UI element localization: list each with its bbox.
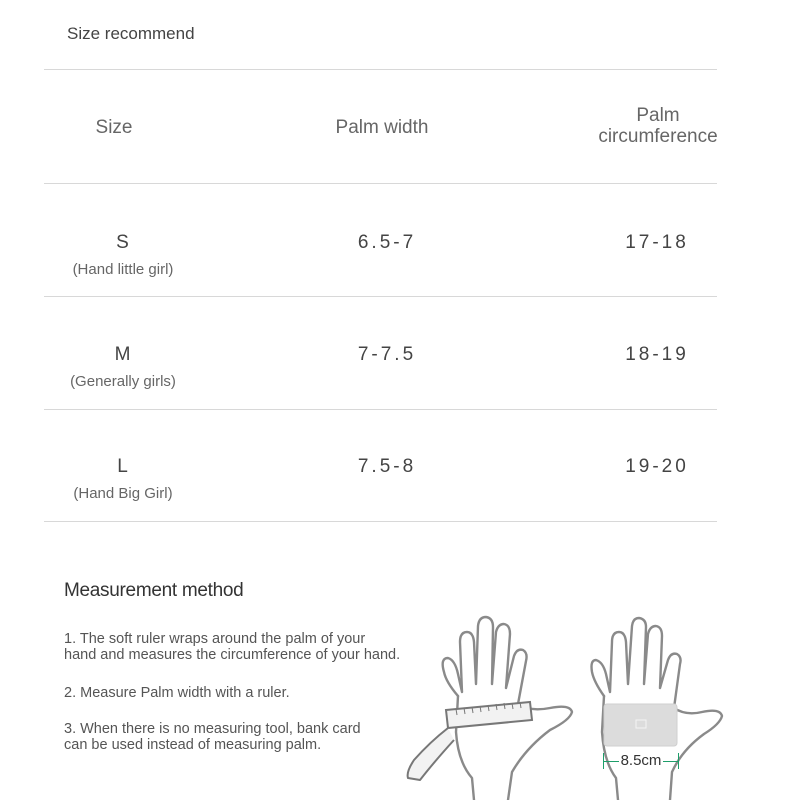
header-palm-circumference-line1: Palm	[636, 105, 680, 126]
measurement-step-1-line2: hand and measures the circumference of your hand.	[64, 647, 401, 663]
palm-circumference-value: 18-19	[625, 344, 689, 365]
palm-width-value: 6.5-7	[357, 232, 417, 253]
section-title: Size recommend	[67, 24, 195, 43]
measurement-step-3	[64, 721, 444, 753]
divider	[44, 296, 717, 297]
divider	[44, 69, 717, 70]
card-width-label: 8.5cm	[620, 752, 662, 769]
measurement-step-3-line1: 3. When there is no measuring tool, bank card	[64, 721, 361, 737]
palm-width-value: 7.5-8	[357, 456, 417, 477]
table-row-s-size	[60, 232, 186, 278]
hand-with-ruler-icon	[400, 612, 580, 800]
measurement-step-3-line2: can be used instead of measuring palm.	[64, 737, 322, 753]
header-palm-circumference-line2: circumference	[598, 126, 718, 147]
measurement-step-2: 2. Measure Palm width with a ruler.	[64, 685, 290, 701]
size-note: (Hand Big Girl)	[73, 485, 173, 502]
header-size: Size	[95, 117, 133, 138]
divider	[44, 183, 717, 184]
hand-with-card-icon	[582, 612, 732, 800]
size-letter: L	[117, 456, 129, 477]
size-letter: M	[114, 344, 132, 365]
header-palm-width: Palm width	[335, 117, 429, 138]
size-note: (Hand little girl)	[72, 261, 174, 278]
size-note: (Generally girls)	[70, 373, 176, 390]
divider	[44, 409, 717, 410]
measurement-step-1	[64, 631, 444, 663]
palm-width-value: 7-7.5	[357, 344, 417, 365]
table-row-l-size	[60, 456, 186, 502]
bank-card	[604, 704, 677, 746]
divider	[44, 521, 717, 522]
measurement-step-1-line1: 1. The soft ruler wraps around the palm of your	[64, 631, 366, 647]
card-width-dimension	[603, 751, 679, 771]
palm-circumference-value: 17-18	[625, 232, 689, 253]
table-row-m-size	[60, 344, 186, 390]
palm-circumference-value: 19-20	[625, 456, 689, 477]
header-palm-circumference	[578, 105, 738, 147]
size-letter: S	[116, 232, 130, 253]
measurement-title: Measurement method	[64, 580, 244, 601]
